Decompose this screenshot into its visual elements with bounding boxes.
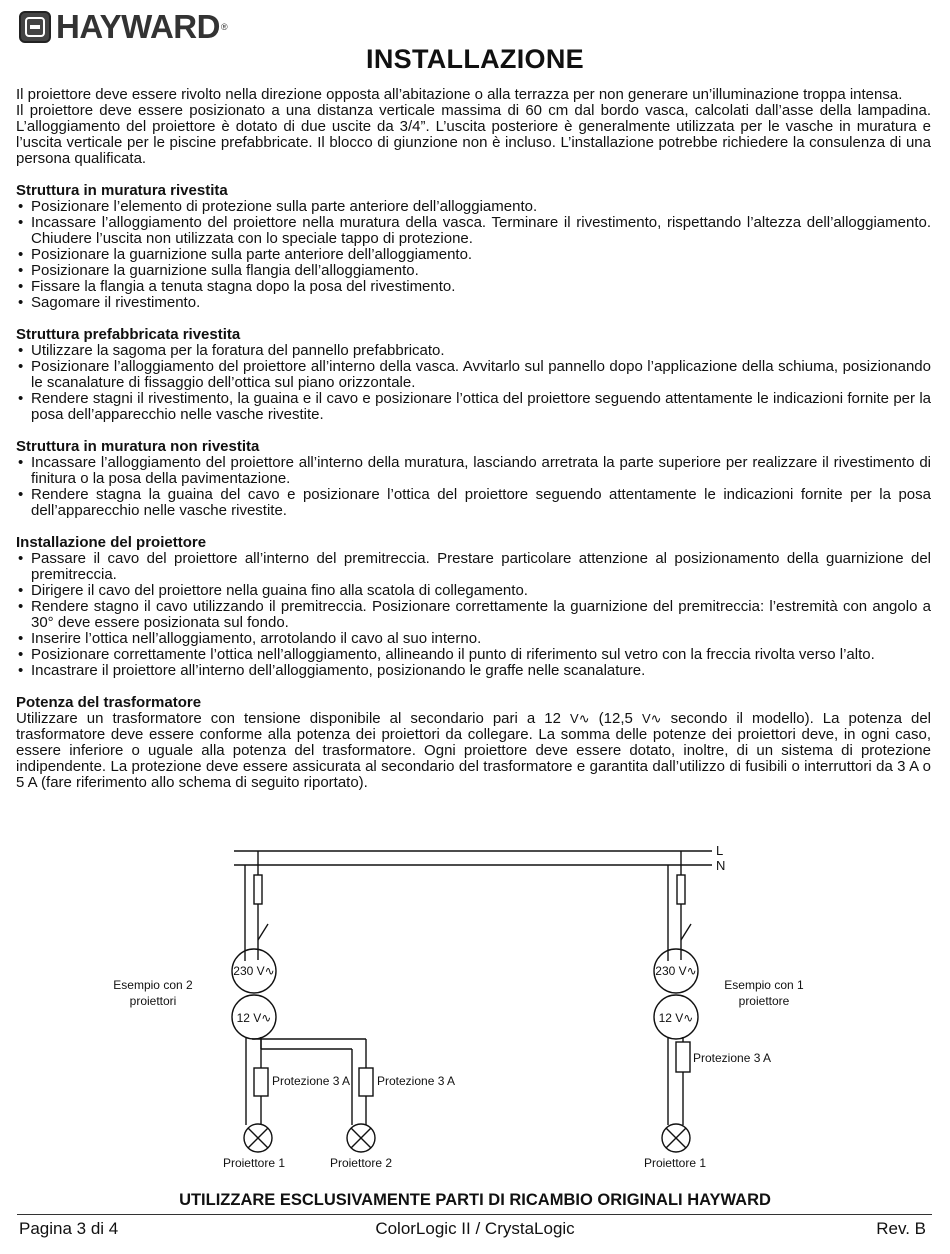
page-title: INSTALLAZIONE <box>366 44 584 74</box>
list-installazione <box>16 551 931 679</box>
primary-voltage-left: 230 V∿ <box>233 964 275 978</box>
lamp-label-2-left: Proiettore 2 <box>329 1156 393 1170</box>
protection-fuse-2 <box>359 1068 373 1096</box>
list-item: • Sagomare il rivestimento. <box>16 295 931 311</box>
secondary-voltage-right: 12 V∿ <box>658 1011 694 1025</box>
example-label-right-1: Esempio con 1 <box>724 978 804 992</box>
wiring-diagram <box>0 835 950 1185</box>
list-item: • Utilizzare la sagoma per la foratura del pannello prefabbricato. <box>16 343 931 359</box>
section-heading-trasformatore: Potenza del trasformatore <box>16 694 202 711</box>
list-item: • Dirigere il cavo del proiettore nella guaina fino alla scatola di collegamento. <box>16 583 931 599</box>
lamp-label-1-left: Proiettore 1 <box>222 1156 286 1170</box>
primary-fuse-right <box>677 875 685 904</box>
hayward-logo <box>19 10 228 43</box>
hayward-emblem-icon <box>19 11 51 43</box>
section-heading-prefabbricata: Struttura prefabbricata rivestita <box>16 326 241 343</box>
list-item: • Inserire l’ottica nell’alloggiamento, arrotolando il cavo al suo interno. <box>16 631 931 647</box>
list-item: • Posizionare correttamente l’ottica nell’alloggiamento, allineando il punto di riferimento sul vetro con la freccia rivolta verso l’alto. <box>16 647 931 663</box>
list-item: • Rendere stagna la guaina del cavo e posizionare l’ottica del proiettore seguendo attentamente le indicazioni fornite per la posa dell’apparecchio nelle vasche rivestite. <box>16 487 931 519</box>
brand-name: HAYWARD <box>56 8 220 45</box>
list-item: • Posizionare l’alloggiamento del proiettore all’interno della vasca. Avvitarlo sul pannello dopo l’applicazione della schiuma, posizionando le scanalature di fissaggio dell’ottica sul piano orizzontale. <box>16 359 931 391</box>
protection-fuse-right <box>676 1042 690 1072</box>
volt-ac-symbol: V∿ <box>570 711 590 726</box>
list-item: • Rendere stagno il cavo utilizzando il premitreccia. Posizionare correttamente la guarnizione del premitreccia: l’estremità con angolo a 30° deve essere posizionata sul fondo. <box>16 599 931 631</box>
spare-parts-notice: UTILIZZARE ESCLUSIVAMENTE PARTI DI RICAMBIO ORIGINALI HAYWARD <box>179 1191 771 1209</box>
line-label-N: N <box>716 858 726 873</box>
switch-left <box>258 924 268 940</box>
volt-ac-symbol: V∿ <box>641 711 662 726</box>
section-heading-installazione: Installazione del proiettore <box>16 534 207 551</box>
example-label-left-1: Esempio con 2 <box>113 978 193 992</box>
list-item: • Posizionare la guarnizione sulla parte anteriore dell’alloggiamento. <box>16 247 931 263</box>
protection-label-right: Protezione 3 A <box>693 1051 772 1065</box>
list-non-rivestita <box>16 455 931 519</box>
list-item: • Fissare la flangia a tenuta stagna dopo la posa del rivestimento. <box>16 279 931 295</box>
primary-fuse-left <box>254 875 262 904</box>
registered-mark: ® <box>220 21 228 32</box>
section-heading-non-rivestita: Struttura in muratura non rivestita <box>16 438 260 455</box>
list-item: • Posizionare l’elemento di protezione sulla parte anteriore dell’alloggiamento. <box>16 199 931 215</box>
list-prefabbricata <box>16 343 931 423</box>
product-name: ColorLogic II / CrystaLogic <box>375 1219 575 1238</box>
intro-paragraph-2: Il proiettore deve essere posizionato a una distanza verticale massima di 60 cm dal bordo vasca, calcolati dall’asse della lampadina. L’alloggiamento del proiettore è dotato di due uscite da 3/4”. L’uscita posteriore è generalmente utilizzata per le vasche in muratura e l’uscita verticale per le piscine prefabbricate. Il blocco di giunzione non è incluso. L’installazione potrebbe richiedere la consulenza di una persona qualificata. <box>16 102 931 167</box>
revision-label: Rev. B <box>876 1219 926 1238</box>
intro-paragraph-1: Il proiettore deve essere rivolto nella direzione opposta all’abitazione o alla terrazza per non generare un’illuminazione troppa intensa. <box>16 86 903 103</box>
protection-fuse-1 <box>254 1068 268 1096</box>
protection-label-2: Protezione 3 A <box>377 1074 456 1088</box>
lamp-label-right: Proiettore 1 <box>643 1156 707 1170</box>
list-item: • Passare il cavo del proiettore all’interno del premitreccia. Prestare particolare attenzione al posizionamento della guarnizione del premitreccia. <box>16 551 931 583</box>
list-item: • Rendere stagni il rivestimento, la guaina e il cavo e posizionare l’ottica del proiettore seguendo attentamente le indicazioni fornite per la posa dell’apparecchio nelle vasche rivestite. <box>16 391 931 423</box>
line-label-L: L <box>716 843 724 858</box>
primary-voltage-right: 230 V∿ <box>655 964 697 978</box>
footer-divider <box>17 1214 932 1215</box>
list-item: • Incastrare il proiettore all’interno dell’alloggiamento, posizionando le graffe nelle scanalature. <box>16 663 931 679</box>
document-body <box>16 87 931 791</box>
list-item: • Incassare l’alloggiamento del proiettore nella muratura della vasca. Terminare il rivestimento, rispettando l’altezza dell’alloggiamento. Chiudere l’uscita non utilizzata con lo speciale tappo di protezione. <box>16 215 931 247</box>
page-number: Pagina 3 di 4 <box>19 1219 119 1238</box>
list-muratura-rivestita <box>16 199 931 311</box>
list-item: • Incassare l’alloggiamento del proiettore all’interno della muratura, lasciando arretrata la parte superiore per realizzare il rivestimento di finitura o la posa della pavimentazione. <box>16 455 931 487</box>
section-heading-muratura-rivestita: Struttura in muratura rivestita <box>16 182 228 199</box>
protection-label-1: Protezione 3 A <box>272 1074 351 1088</box>
transformer-paragraph: Utilizzare un trasformatore con tensione disponibile al secondario pari a 12 V∿ (12,5 V∿ secondo il modello). La potenza del trasformatore deve essere conforme alla potenza dei proiettori da collegare. La somma delle potenze dei proiettori deve, in ogni caso, essere inferiore o uguale alla potenza del trasformatore. Ogni proiettore deve essere dotato, inoltre, di un sistema di protezione indipendente. La protezione deve essere assicurata al secondario del trasformatore e garantita dall’utilizzo di fusibili o interruttori da 3 A o 5 A (fare riferimento allo schema di seguito riportato). <box>16 710 931 791</box>
list-item: • Posizionare la guarnizione sulla flangia dell’alloggiamento. <box>16 263 931 279</box>
example-label-left-2: proiettori <box>129 994 177 1008</box>
secondary-voltage-left: 12 V∿ <box>236 1011 272 1025</box>
switch-right <box>681 924 691 940</box>
example-label-right-2: proiettore <box>738 994 790 1008</box>
